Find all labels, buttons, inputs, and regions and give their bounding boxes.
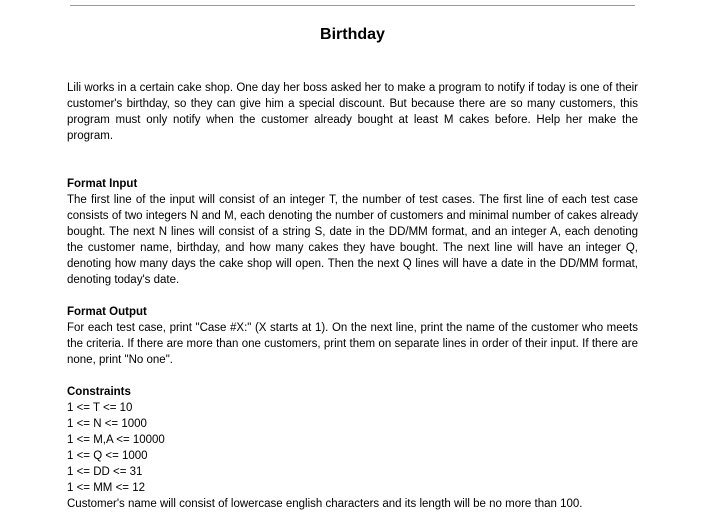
- constraint-item: 1 <= T <= 10: [67, 402, 133, 414]
- problem-body: [67, 80, 638, 512]
- top-divider: [70, 5, 635, 6]
- constraint-item: 1 <= Q <= 1000: [67, 450, 148, 462]
- constraints-section: [67, 384, 638, 512]
- format-output-heading: Format Output: [67, 306, 147, 318]
- page-title: Birthday: [320, 26, 385, 43]
- constraint-item: Customer's name will consist of lowercase english characters and its length will be no more than 100.: [67, 498, 583, 510]
- format-output-section: [67, 304, 638, 368]
- constraint-item: 1 <= M,A <= 10000: [67, 434, 165, 446]
- format-input-section: [67, 176, 638, 288]
- format-output-text: For each test case, print "Case #X:" (X starts at 1). On the next line, print the name of the customer who meets the criteria. If there are more than one customers, print them on separate lines in order of their input. If there are none, print "No one".: [67, 322, 638, 366]
- constraint-item: 1 <= N <= 1000: [67, 418, 147, 430]
- intro-paragraph: Lili works in a certain cake shop. One day her boss asked her to make a program to notify if today is one of their customer's birthday, so they can give him a special discount. But because there are so many customers, this program must only notify when the customer already bought at least M cakes before. Help her make the program.: [67, 82, 638, 142]
- format-input-text: The first line of the input will consist of an integer T, the number of test cases. The first line of each test case consists of two integers N and M, each denoting the number of customers and minimal number of cakes already bought. The next N lines will consist of a string S, date in the DD/MM format, and an integer A, each denoting the customer name, birthday, and how many cakes they have bought. The next line will have an integer Q, denoting how many days the cake shop will open. Then the next Q lines will have a date in the DD/MM format, denoting today's date.: [67, 194, 638, 286]
- constraints-heading: Constraints: [67, 386, 131, 398]
- constraint-item: 1 <= MM <= 12: [67, 482, 145, 494]
- constraint-item: 1 <= DD <= 31: [67, 466, 143, 478]
- format-input-heading: Format Input: [67, 178, 138, 190]
